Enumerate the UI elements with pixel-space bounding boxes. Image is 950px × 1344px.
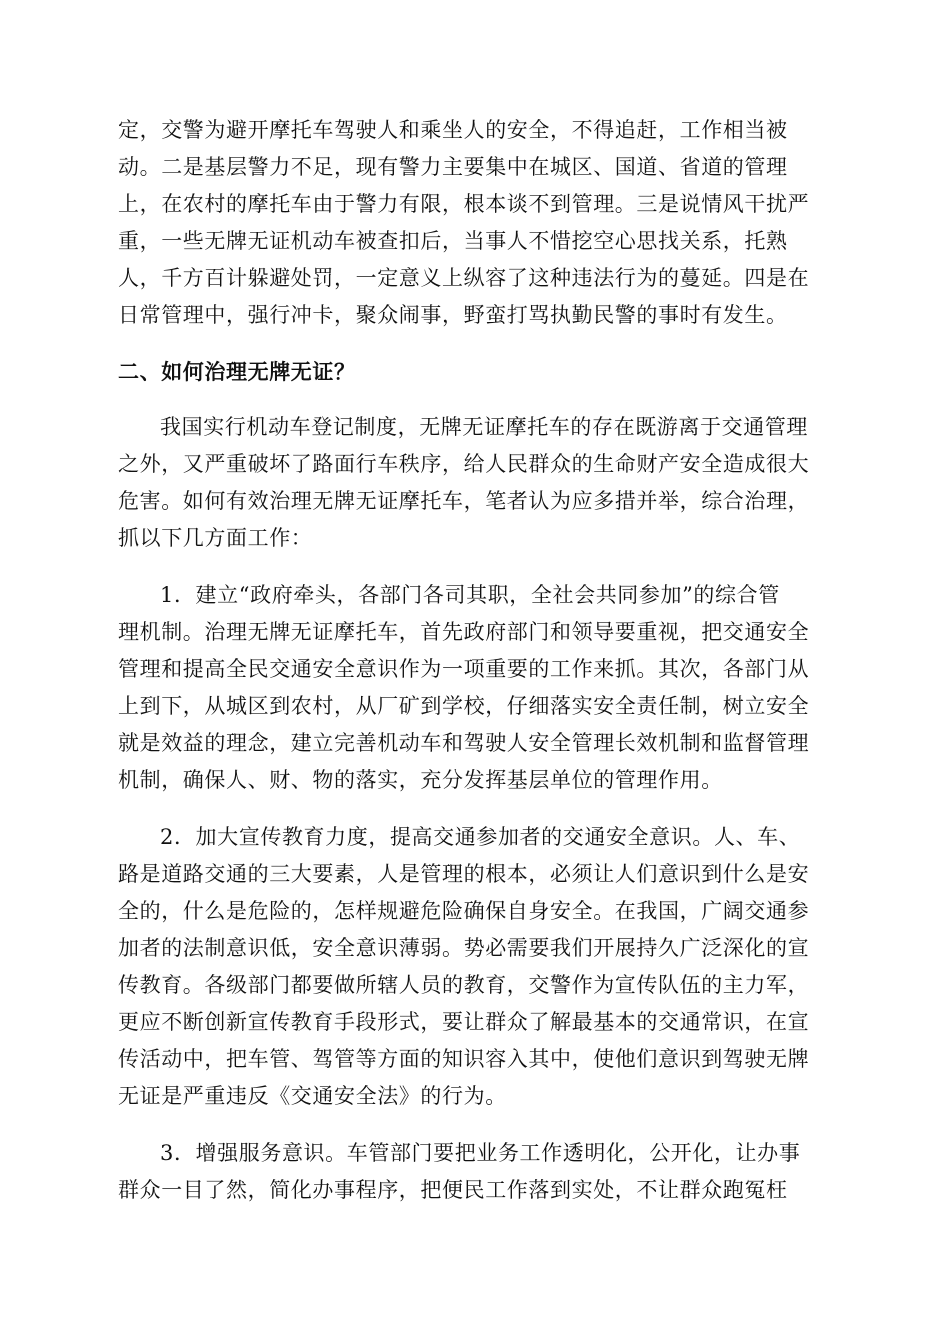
text-line: 上，在农村的摩托车由于警力有限，根本谈不到管理。三是说情风干扰严 [118, 192, 810, 216]
text-line: 上到下，从城区到农村，从厂矿到学校，仔细落实安全责任制，树立安全 [118, 694, 810, 718]
text-line: 之外，又严重破坏了路面行车秩序，给人民群众的生命财产安全造成很大 [118, 452, 810, 476]
text-line: 群众一目了然，简化办事程序，把便民工作落到实处，不让群众跑冤枉 [118, 1178, 788, 1202]
text-line: 更应不断创新宣传教育手段形式，要让群众了解最基本的交通常识，在宣 [118, 1010, 810, 1034]
text-line: 加者的法制意识低，安全意识薄弱。势必需要我们开展持久广泛深化的宣 [118, 936, 810, 960]
text-line: 理机制。治理无牌无证摩托车，首先政府部门和领导要重视，把交通安全 [118, 620, 810, 644]
text-line: 传教育。各级部门都要做所辖人员的教育，交警作为宣传队伍的主力军， [118, 973, 810, 997]
section-heading: 二、如何治理无牌无证？ [118, 360, 356, 384]
text-line: 3．增强服务意识。车管部门要把业务工作透明化，公开化，让办事 [160, 1141, 801, 1165]
text-line: 2．加大宣传教育力度，提高交通参加者的交通安全意识。人、车、 [160, 825, 801, 849]
text-line: 抓以下几方面工作： [118, 526, 313, 550]
text-line: 机制，确保人、财、物的落实，充分发挥基层单位的管理作用。 [118, 768, 723, 792]
text-line: 人，千方百计躲避处罚，一定意义上纵容了这种违法行为的蔓延。四是在 [118, 266, 810, 290]
text-line: 1．建立“政府牵头，各部门各司其职，全社会共同参加”的综合管 [160, 583, 780, 607]
text-line: 重，一些无牌无证机动车被查扣后，当事人不惜挖空心思找关系，托熟 [118, 229, 788, 253]
text-line: 管理和提高全民交通安全意识作为一项重要的工作来抓。其次，各部门从 [118, 657, 810, 681]
text-line: 动。二是基层警力不足，现有警力主要集中在城区、国道、省道的管理 [118, 155, 788, 179]
text-line: 定，交警为避开摩托车驾驶人和乘坐人的安全，不得追赶，工作相当被 [118, 118, 788, 142]
text-line: 全的，什么是危险的，怎样规避危险确保自身安全。在我国，广阔交通参 [118, 899, 810, 923]
text-line: 日常管理中，强行冲卡，聚众闹事，野蛮打骂执勤民警的事时有发生。 [118, 303, 788, 327]
text-line: 路是道路交通的三大要素，人是管理的根本，必须让人们意识到什么是安 [118, 862, 810, 886]
text-line: 危害。如何有效治理无牌无证摩托车，笔者认为应多措并举，综合治理， [118, 489, 810, 513]
text-line: 我国实行机动车登记制度，无牌无证摩托车的存在既游离于交通管理 [160, 415, 808, 439]
text-line: 无证是严重违反《交通安全法》的行为。 [118, 1084, 507, 1108]
text-line: 就是效益的理念，建立完善机动车和驾驶人安全管理长效机制和监督管理 [118, 731, 810, 755]
text-line: 传活动中，把车管、驾管等方面的知识容入其中，使他们意识到驾驶无牌 [118, 1047, 810, 1071]
